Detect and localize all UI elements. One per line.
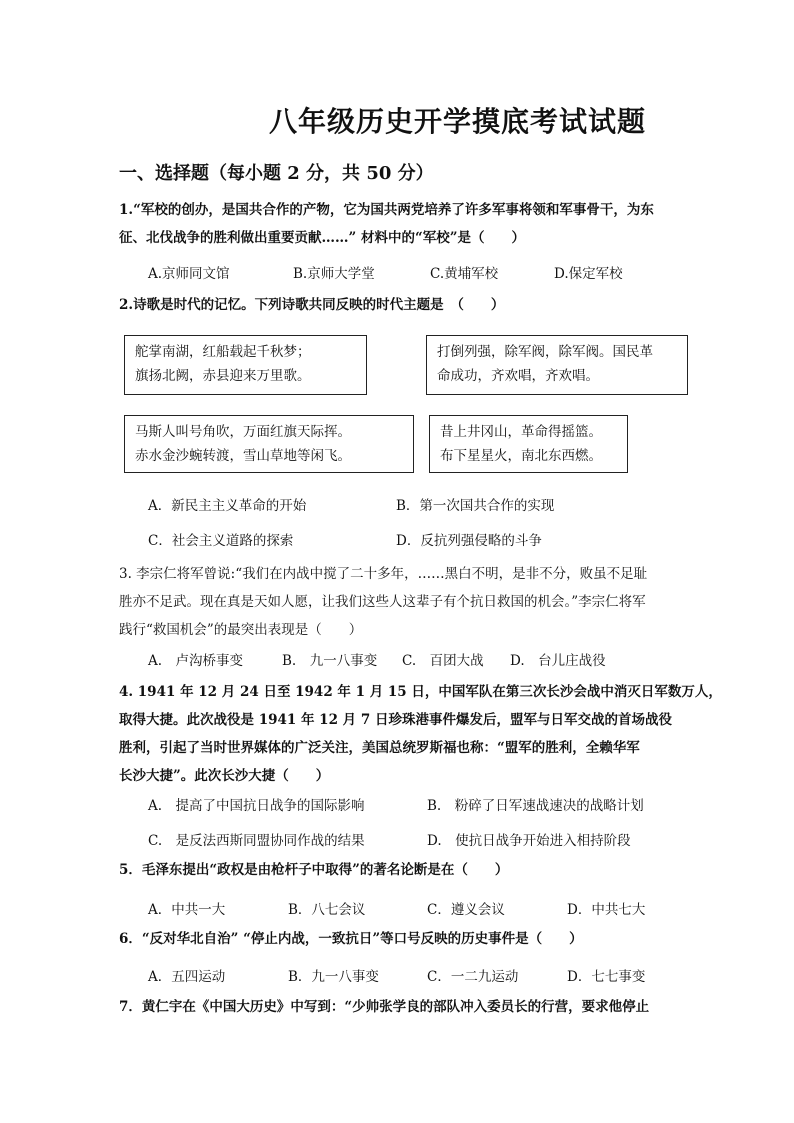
option-a[interactable]: A．新民主主义革命的开始 — [148, 498, 307, 514]
question-text-line: 1.“军校的创办，是国共合作的产物，它为国共两党培养了许多军事将领和军事骨干，为东 — [119, 202, 654, 218]
option-d[interactable]: D．七七事变 — [567, 969, 646, 985]
question-3 — [119, 560, 679, 644]
option-d[interactable]: D. 台儿庄战役 — [510, 653, 606, 669]
option-d[interactable]: D.保定军校 — [554, 266, 623, 282]
option-a[interactable]: A．五四运动 — [148, 969, 226, 985]
poem-line: 马斯人叫号角吹，万面红旗天际挥。 — [135, 424, 351, 440]
poem-box-4 — [429, 415, 628, 473]
option-a[interactable]: A.京师同文馆 — [148, 266, 230, 282]
poem-line: 舵掌南湖，红船载起千秋梦； — [135, 344, 311, 360]
poem-line: 旗扬北阙，赤县迎来万里歌。 — [135, 368, 311, 384]
question-text-line: 征、北伐战争的胜利做出重要贡献……” 材料中的“军校”是（ ） — [119, 230, 525, 246]
option-a[interactable]: A．中共一大 — [148, 902, 226, 918]
option-b[interactable]: B. 九一八事变 — [282, 653, 378, 669]
option-c[interactable]: C.黄埔军校 — [430, 266, 499, 282]
question-2 — [119, 291, 679, 319]
option-c[interactable]: C. 是反法西斯同盟协同作战的结果 — [148, 833, 365, 849]
question-1 — [119, 196, 679, 252]
question-6 — [119, 925, 679, 953]
poem-line: 昔上井冈山，革命得摇篮。 — [440, 424, 602, 440]
option-c[interactable]: C．一二九运动 — [427, 969, 519, 985]
option-d[interactable]: D．中共七大 — [567, 902, 646, 918]
poem-line: 布下星星火，南北东西燃。 — [440, 448, 602, 464]
question-text-line: 长沙大捷”。此次长沙大捷（ ） — [119, 768, 330, 784]
question-4 — [119, 678, 722, 790]
question-text-line: 4. 1941 年 12 月 24 日至 1942 年 1 月 15 日，中国军队在第三次长沙会战中消灭日军数万人， — [119, 684, 722, 700]
question-text-line: 践行“救国机会”的最突出表现是（ ） — [119, 622, 363, 638]
question-text-line: 6．“反对华北自治” “停止内战，一致抗日”等口号反映的历史事件是（ ） — [119, 931, 583, 947]
question-text-line: 2.诗歌是时代的记忆。下列诗歌共同反映的时代主题是 （ ） — [119, 297, 505, 313]
question-text-line: 5．毛泽东提出“政权是由枪杆子中取得”的著名论断是在（ ） — [119, 862, 509, 878]
question-text-line: 3. 李宗仁将军曾说:“我们在内战中搅了二十多年，……黑白不明，是非不分，败虽不足耻 — [119, 566, 648, 582]
question-text-line: 7．黄仁宇在《中国大历史》中写到：“少帅张学良的部队冲入委员长的行营，要求他停止 — [119, 999, 650, 1015]
option-b[interactable]: B．第一次国共合作的实现 — [396, 498, 555, 514]
option-c[interactable]: C. 百团大战 — [402, 653, 484, 669]
option-b[interactable]: B．八七会议 — [288, 902, 366, 918]
option-a[interactable]: A. 提高了中国抗日战争的国际影响 — [148, 798, 365, 814]
poem-box-3 — [124, 415, 414, 473]
question-text-line: 胜利，引起了当时世界媒体的广泛关注，美国总统罗斯福也称：“盟军的胜利，全赖华军 — [119, 740, 640, 756]
poem-box-1 — [124, 335, 367, 395]
poem-line: 命成功，齐欢唱，齐欢唱。 — [437, 368, 599, 384]
option-c[interactable]: C．社会主义道路的探索 — [148, 533, 294, 549]
option-c[interactable]: C．遵义会议 — [427, 902, 505, 918]
option-a[interactable]: A. 卢沟桥事变 — [148, 653, 244, 669]
question-5 — [119, 856, 679, 884]
section-heading: 一、选择题（每小题 2 分，共 50 分） — [119, 163, 434, 184]
option-b[interactable]: B. 粉碎了日军速战速决的战略计划 — [427, 798, 644, 814]
poem-line: 打倒列强，除军阀，除军阀。国民革 — [437, 344, 653, 360]
exam-title: 八年级历史开学摸底考试试题 — [269, 105, 647, 138]
question-text-line: 胜亦不足武。现在真是天如人愿，让我们这些人这辈子有个抗日救国的机会。”李宗仁将军 — [119, 594, 646, 610]
option-b[interactable]: B．九一八事变 — [288, 969, 379, 985]
option-b[interactable]: B.京师大学堂 — [293, 266, 375, 282]
poem-box-2 — [426, 335, 688, 395]
poem-line: 赤水金沙蜿转渡，雪山草地等闲飞。 — [135, 448, 351, 464]
question-7 — [119, 993, 679, 1021]
option-d[interactable]: D．反抗列强侵略的斗争 — [396, 533, 542, 549]
question-text-line: 取得大捷。此次战役是 1941 年 12 月 7 日珍珠港事件爆发后，盟军与日军交战的首场战役 — [119, 712, 672, 728]
option-d[interactable]: D. 使抗日战争开始进入相持阶段 — [427, 833, 631, 849]
